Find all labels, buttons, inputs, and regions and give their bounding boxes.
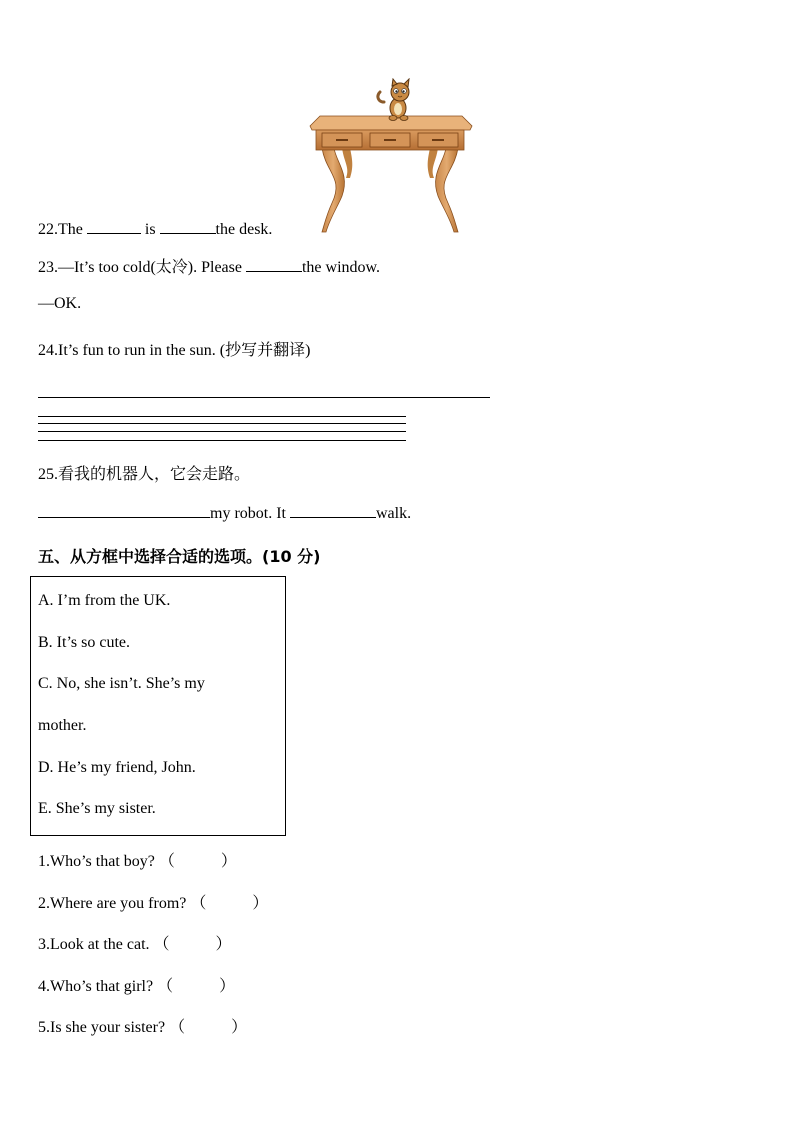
- option-e: E. She’s my sister.: [38, 800, 156, 817]
- answer-paren-open[interactable]: （: [169, 1019, 186, 1036]
- question-text: the window.: [301, 259, 381, 276]
- question-text: 2.Where are you from?: [38, 895, 187, 912]
- question-text: —It’s too cold(太冷). Please: [58, 259, 242, 276]
- question-text-chinese: 看我的机器人，它会走路。: [58, 466, 251, 483]
- question-text: 4.Who’s that girl?: [38, 978, 154, 995]
- matching-question-2: [38, 890, 268, 913]
- question-23: [38, 254, 380, 277]
- question-text: It’s fun to run in the sun. (抄写并翻译): [58, 342, 311, 359]
- question-number: 23.: [38, 259, 58, 276]
- answer-paren-close: ）: [252, 895, 269, 912]
- question-number: 24.: [38, 342, 58, 359]
- question-text: 5.Is she your sister?: [38, 1019, 166, 1036]
- option-c: C. No, she isn’t. She’s my: [38, 675, 205, 692]
- section-heading: 五、从方框中选择合适的选项。(10 分): [38, 547, 321, 566]
- answer-paren-open[interactable]: （: [190, 895, 207, 912]
- question-text: 1.Who’s that boy?: [38, 853, 155, 870]
- matching-question-4: [38, 973, 235, 996]
- answer-blank[interactable]: [87, 219, 141, 234]
- answer-paren-open[interactable]: （: [153, 936, 170, 953]
- question-number: 25.: [38, 466, 58, 483]
- question-text: walk.: [376, 505, 412, 522]
- answer-paren-close: ）: [231, 1019, 248, 1036]
- writing-line[interactable]: [38, 397, 490, 398]
- question-text: my robot. It: [210, 505, 286, 522]
- answer-blank[interactable]: [38, 503, 210, 518]
- question-23-response: —OK.: [38, 295, 82, 312]
- option-d: D. He’s my friend, John.: [38, 759, 196, 776]
- answer-paren-close: ）: [219, 978, 236, 995]
- options-box: [30, 576, 286, 836]
- answer-paren-open[interactable]: （: [157, 978, 174, 995]
- writing-line[interactable]: [38, 440, 406, 441]
- writing-line[interactable]: [38, 416, 406, 417]
- question-text: the desk.: [215, 221, 273, 238]
- answer-blank[interactable]: [290, 503, 376, 518]
- option-a: A. I’m from the UK.: [38, 592, 171, 609]
- cat-on-desk-illustration: [306, 78, 474, 236]
- answer-paren-close: ）: [215, 936, 232, 953]
- writing-line[interactable]: [38, 431, 406, 432]
- matching-question-1: [38, 848, 237, 871]
- answer-paren-open[interactable]: （: [158, 853, 175, 870]
- answer-paren-close: ）: [220, 853, 237, 870]
- option-b: B. It’s so cute.: [38, 634, 130, 651]
- question-25-answer: [38, 503, 411, 523]
- question-25: [38, 461, 250, 484]
- question-number: 22.: [38, 221, 58, 238]
- question-text: 3.Look at the cat.: [38, 936, 150, 953]
- answer-blank[interactable]: [246, 257, 302, 272]
- writing-line[interactable]: [38, 423, 406, 424]
- question-text: is: [144, 221, 156, 238]
- answer-blank[interactable]: [160, 219, 216, 234]
- matching-question-5: [38, 1014, 247, 1037]
- option-c-continued: mother.: [38, 717, 87, 734]
- question-text: The: [58, 221, 83, 238]
- matching-question-3: [38, 931, 232, 954]
- question-22: [38, 219, 272, 239]
- question-24: [38, 337, 310, 360]
